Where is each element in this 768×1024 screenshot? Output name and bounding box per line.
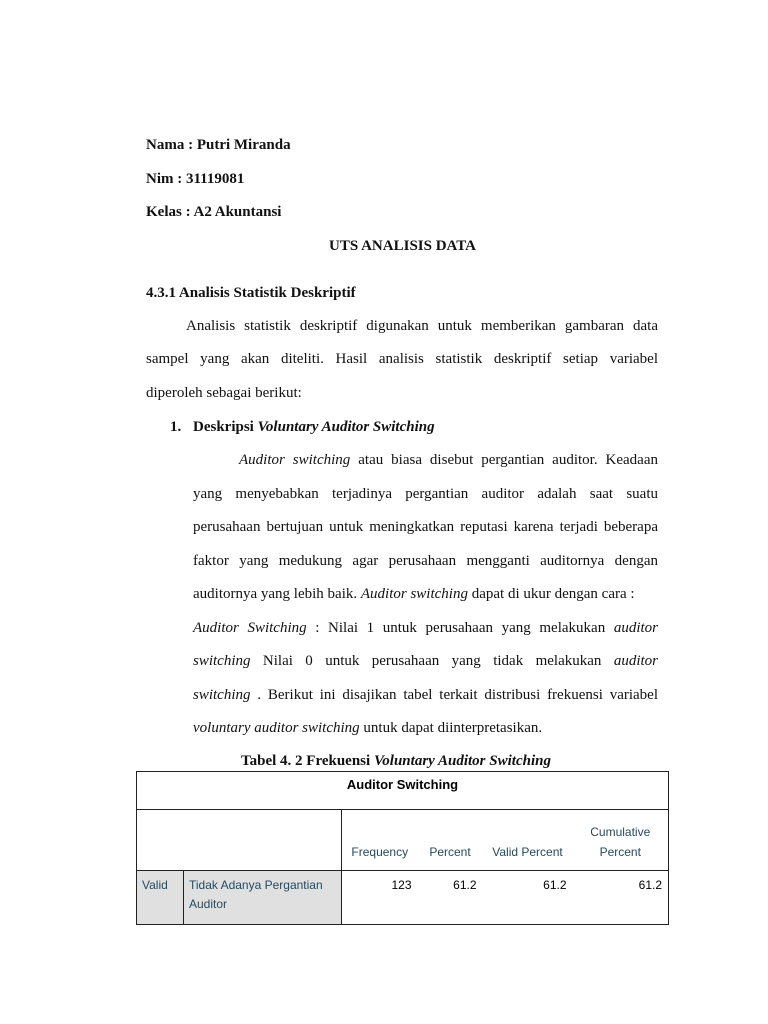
header-cumulative-percent bbox=[573, 810, 669, 871]
cell-cumulative-percent: 61.2 bbox=[573, 871, 669, 925]
list-item-label-italic: Voluntary Auditor Switching bbox=[257, 419, 435, 435]
body-line-7-text: Nilai 0 untuk perusahaan yang tidak melakukan bbox=[250, 653, 614, 669]
list-item-number: 1. bbox=[170, 419, 182, 435]
row-label-line-2: Auditor bbox=[189, 897, 228, 911]
intro-line-1: Analisis statistik deskriptif digunakan untuk memberikan gambaran data bbox=[186, 318, 658, 334]
body-line-1 bbox=[239, 452, 658, 469]
header-empty-cell bbox=[137, 810, 342, 871]
body-line-8-text: . Berikut ini disajikan tabel terkait distribusi frekuensi variabel bbox=[250, 687, 658, 703]
body-line-7-italic-2: auditor bbox=[613, 653, 658, 669]
body-line-6-text: : Nilai 1 untuk perusahaan yang melakukan bbox=[306, 620, 614, 636]
header-cumulative-line-1: Cumulative bbox=[590, 825, 651, 839]
row-label-line-1: Tidak Adanya Pergantian bbox=[189, 878, 323, 892]
frequency-table bbox=[136, 771, 669, 925]
body-line-5-italic: Auditor switching bbox=[360, 586, 468, 602]
body-line-9-italic: voluntary auditor switching bbox=[193, 720, 360, 736]
student-nim: Nim : 31119081 bbox=[146, 171, 245, 187]
body-line-9-text: untuk dapat diinterpretasikan. bbox=[359, 720, 543, 736]
intro-line-2: sampel yang akan diteliti. Hasil analisis statistik deskriptif setiap variabel bbox=[146, 351, 658, 367]
student-class: Kelas : A2 Akuntansi bbox=[146, 204, 282, 220]
header-cumulative-line-2: Percent bbox=[599, 845, 641, 859]
body-line-8 bbox=[193, 687, 658, 704]
list-item-heading bbox=[193, 419, 435, 436]
body-line-1-text: atau biasa disebut pergantian auditor. Keadaan bbox=[350, 452, 659, 468]
table-title: Auditor Switching bbox=[137, 772, 669, 810]
body-line-5-b: dapat di ukur dengan cara : bbox=[467, 586, 635, 602]
row-label bbox=[184, 871, 342, 925]
section-title: 4.3.1 Analisis Statistik Deskriptif bbox=[146, 285, 356, 301]
body-line-7 bbox=[193, 653, 658, 670]
student-name: Nama : Putri Miranda bbox=[146, 137, 291, 153]
body-line-1-italic: Auditor switching bbox=[239, 452, 351, 468]
row-group-valid: Valid bbox=[137, 871, 184, 925]
body-line-2: yang menyebabkan terjadinya pergantian auditor adalah saat suatu bbox=[193, 486, 658, 502]
table-row bbox=[137, 871, 669, 925]
cell-percent: 61.2 bbox=[418, 871, 483, 925]
body-line-6 bbox=[193, 620, 658, 637]
header-frequency: Frequency bbox=[342, 810, 418, 871]
cell-valid-percent: 61.2 bbox=[483, 871, 573, 925]
body-line-9 bbox=[193, 720, 542, 737]
body-line-5 bbox=[193, 586, 635, 603]
body-line-7-italic-1: switching bbox=[193, 653, 251, 669]
page-title: UTS ANALISIS DATA bbox=[329, 238, 476, 254]
body-line-5-a: auditornya yang lebih baik. bbox=[193, 586, 361, 602]
header-percent: Percent bbox=[418, 810, 483, 871]
body-line-4: faktor yang medukung agar perusahaan mengganti auditornya dengan bbox=[193, 553, 658, 569]
table-caption-italic: Voluntary Auditor Switching bbox=[373, 753, 551, 769]
table-caption bbox=[241, 753, 551, 770]
body-line-6-italic-2: auditor bbox=[613, 620, 658, 636]
body-line-6-italic-1: Auditor Switching bbox=[193, 620, 307, 636]
header-valid-percent: Valid Percent bbox=[483, 810, 573, 871]
cell-frequency: 123 bbox=[342, 871, 418, 925]
table-title-row bbox=[137, 772, 669, 810]
table-header-row bbox=[137, 810, 669, 871]
intro-line-3: diperoleh sebagai berikut: bbox=[146, 385, 302, 401]
body-line-8-italic: switching bbox=[193, 687, 251, 703]
table-caption-prefix: Tabel 4. 2 Frekuensi bbox=[241, 753, 374, 769]
body-line-3: perusahaan bertujuan untuk meningkatkan reputasi karena terjadi beberapa bbox=[193, 519, 658, 535]
list-item-label: Deskripsi bbox=[193, 419, 258, 435]
